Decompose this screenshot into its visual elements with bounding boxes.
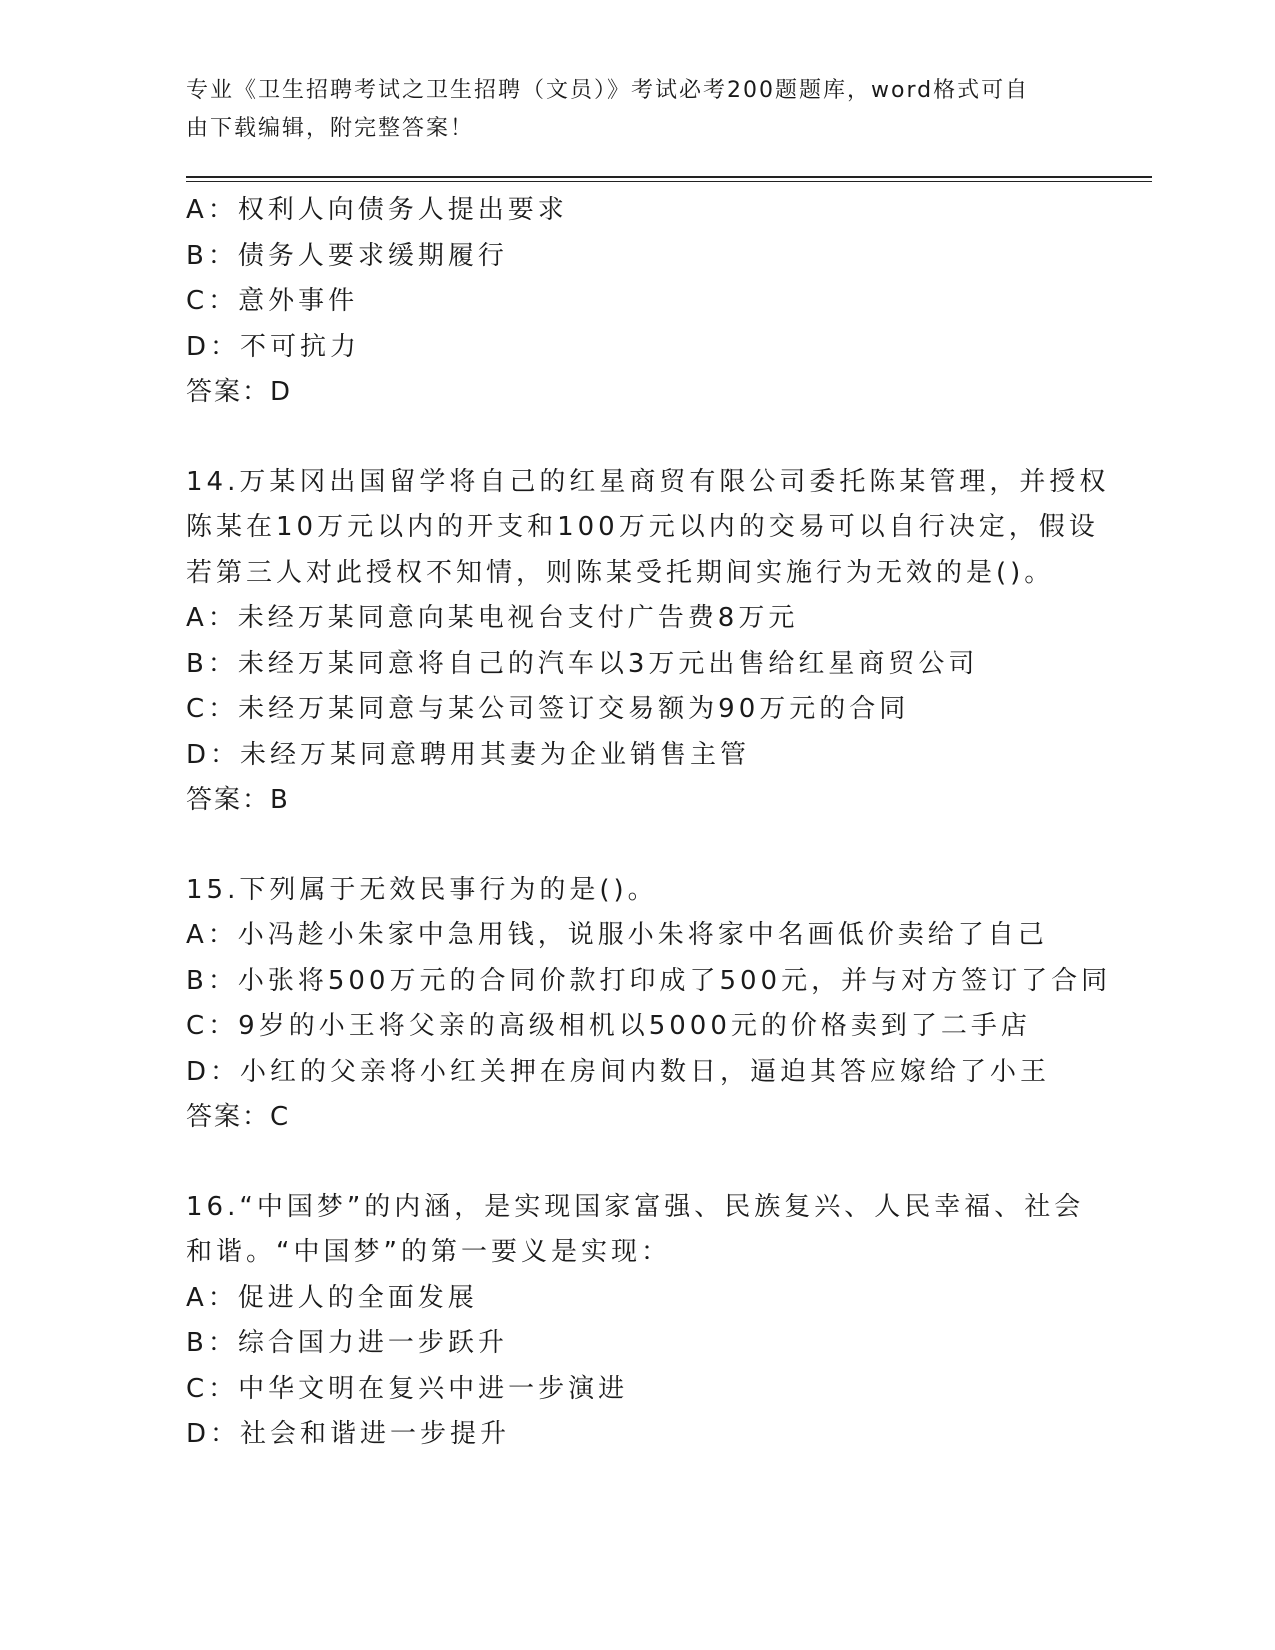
option-a: A：促进人的全面发展 — [186, 1282, 478, 1313]
option-d: D：不可抗力 — [186, 331, 361, 362]
header-divider-thick — [186, 176, 1152, 178]
question-15 — [186, 868, 1112, 1141]
option-a: A：小冯趁小朱家中急用钱，说服小朱将家中名画低价卖给了自己 — [186, 920, 1048, 950]
header-line-1: 专业《卫生招聘考试之卫生招聘（文员）》考试必考200题题库，word格式可自 — [186, 78, 1030, 103]
spacer — [186, 416, 1086, 460]
option-a: A：未经万某同意向某电视台支付广告费8万元 — [186, 603, 799, 633]
question-14 — [186, 460, 1110, 824]
option-c: C：中华文明在复兴中进一步演进 — [186, 1373, 629, 1404]
option-c: C：9岁的小王将父亲的高级相机以5000元的价格卖到了二手店 — [186, 1011, 1031, 1041]
question-text-line: 15.下列属于无效民事行为的是()。 — [186, 874, 658, 905]
question-text-line: 和谐。“中国梦”的第一要义是实现： — [186, 1237, 671, 1267]
question-list — [186, 188, 1112, 1458]
option-b: B：小张将500万元的合同价款打印成了500元，并与对方签订了合同 — [186, 965, 1112, 996]
option-a: A：权利人向债务人提出要求 — [186, 195, 568, 225]
spacer — [186, 1141, 1086, 1185]
document-header — [186, 72, 1066, 148]
option-b: B：综合国力进一步跃升 — [186, 1328, 508, 1358]
answer: 答案：C — [186, 1102, 291, 1132]
option-d: D：小红的父亲将小红关押在房间内数日，逼迫其答应嫁给了小王 — [186, 1056, 1051, 1087]
spacer — [186, 824, 1086, 868]
answer: 答案：D — [186, 377, 293, 407]
question-16 — [186, 1185, 1086, 1458]
question-text-line: 16.“中国梦”的内涵，是实现国家富强、民族复兴、人民幸福、社会 — [186, 1191, 1085, 1222]
option-b: B：债务人要求缓期履行 — [186, 240, 508, 271]
option-d: D：社会和谐进一步提升 — [186, 1419, 511, 1449]
question-13 — [186, 188, 1086, 416]
question-text-line: 若第三人对此授权不知情，则陈某受托期间实施行为无效的是()。 — [186, 557, 1055, 588]
question-text-line: 14.万某冈出国留学将自己的红星商贸有限公司委托陈某管理，并授权 — [186, 466, 1110, 497]
option-c: C：意外事件 — [186, 286, 359, 316]
option-c: C：未经万某同意与某公司签订交易额为90万元的合同 — [186, 694, 910, 724]
header-line-2: 由下载编辑，附完整答案！ — [186, 116, 475, 141]
question-text-line: 陈某在10万元以内的开支和100万元以内的交易可以自行决定，假设 — [186, 512, 1099, 542]
header-divider-thin — [186, 181, 1152, 182]
option-b: B：未经万某同意将自己的汽车以3万元出售给红星商贸公司 — [186, 648, 979, 679]
answer: 答案：B — [186, 785, 290, 815]
option-d: D：未经万某同意聘用其妻为企业销售主管 — [186, 739, 751, 770]
